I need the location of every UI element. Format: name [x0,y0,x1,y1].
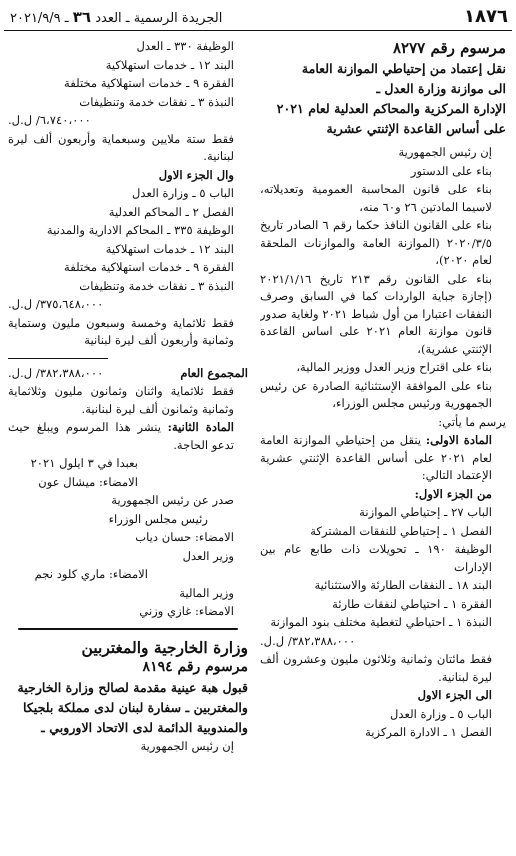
article-1-label: المادة الاولى: [425,433,493,447]
decree-subject-2: الى موازنة وزارة العدل ـ [376,81,506,96]
decree-2-subject-3: والمندوبية الدائمة لدى الاتحاد الاوروبي ـ [41,720,248,735]
article-1-text: ينقل من إحتياطي الموازنة العامة لعام ٢٠٢١ على أساس القاعدة الإثنتي عشرية الإعتماد التالي: [260,433,492,482]
alloc-line: الفقرة ٩ ـ خدمات استهلاكية مختلفة [64,260,234,274]
decree-title: مرسوم رقم ٨٢٧٧ [393,39,506,57]
alloc-line: البند ١٢ ـ خدمات استهلاكية [105,57,234,72]
left-column [8,38,248,852]
signature-justice: الامضاء: ماري كلود نجم [34,567,148,581]
alloc-line: النبذة ٣ ـ نفقات خدمة وتنظيفات [79,278,234,293]
amount-2-words: فقط ثلاثماية وخمسة وسبعون مليون وستماية وثمانية وأربعون ألف ليرة لبنانية [8,315,234,347]
total-amount: ٣٨٢،٣٨٨،٠٠٠/ ل.ل. [8,365,104,380]
decree-2-title: مرسوم رقم ٨١٩٤ [142,659,248,675]
preamble-approval: بناء على الموافقة الإستثنائية الصادرة عن رئيس الجمهورية ورئيس مجلس الوزراء، [260,378,492,410]
section-divider [8,625,248,633]
issued-by: صدر عن رئيس الجمهورية [111,493,234,507]
issue-number: ٣٦ [72,8,92,26]
alloc-line: الفصل ٢ ـ المحاكم العدلية [108,204,234,219]
ministry-heading: وزارة الخارجية والمغتربين [81,637,248,657]
to-line: الباب ٥ ـ وزارة العدل [389,706,492,721]
preamble-president: إن رئيس الجمهورية [398,145,492,159]
from-line: الفقرة ١ ـ احتياطي لنفقات طارئة [332,596,492,611]
preamble-proposal: بناء على اقتراح وزير العدل ووزير المالية، [296,360,492,374]
decree-subject-3: الإدارة المركزية والمحاكم العدلية لعام ٢٠٢١ [276,101,506,116]
article-2-text: ينشر هذا المرسوم ويبلغ حيث تدعو الحاجة. [8,420,234,452]
decree-2-subject-2: والمغتربين ـ سفارة لبنان لدى مملكة بلجيكا [23,700,248,715]
total-label: المجموع العام [180,365,248,380]
signing-date: بعبدا في ٣ ايلول ٢٠٢١ [30,456,138,470]
from-line: الفصل ١ ـ إحتياطي للنفقات المشتركة [310,523,492,538]
signature-president: الامضاء: ميشال عون [38,474,138,489]
article-1 [260,432,506,485]
alloc-line: البند ١٢ ـ خدمات استهلاكية [105,241,234,256]
from-amount-words: فقط مائتان وثمانية وثلاثون مليون وعشرون ألف ليرة لبنانية. [260,652,492,684]
from-line: النبذة ١ ـ احتياطي لتغطية مختلف بنود الموازنة [270,615,492,629]
pm-title: رئيس مجلس الوزراء [108,511,208,526]
alloc-line: الفقرة ٩ ـ خدمات استهلاكية مختلفة [64,76,234,90]
decree-subject-4: على أساس القاعدة الإثنتي عشرية [326,121,506,136]
gazette-heading [10,8,222,26]
signature-pm: الامضاء: حسان دياب [135,530,234,544]
alloc-line: الوظيفة ٣٣٠ ـ العدل [136,39,234,53]
preamble-law-213: بناء على القانون رقم ٢١٣ تاريخ ٢٠٢١/١/١٦ (إجازة جباية الواردات كما في السابق وصرف النفقات اعتبارا من أول شباط ٢٠٢١ ولغاية صدور قانون موازنة العام ٢٠٢١ على اساس القاعدة الإثنتي عشرية)، [260,271,492,356]
minister-justice-title: وزير العدل [182,548,234,563]
to-line: الفصل ١ ـ الادارة المركزية [365,725,492,739]
from-line: الباب ٢٧ ـ إحتياطي الموازنة [359,505,492,519]
signature-finance: الامضاء: غازي وزني [139,604,234,618]
decree-2-subject-1: قبول هبة عينية مقدمة لصالح وزارة الخارجية [17,680,248,695]
to-part-2-heading: وال الجزء الاول [158,167,234,182]
decree-subject-1: نقل إعتماد من إحتياطي الموازنة العامة [301,61,506,76]
amount-1: ٦،٧٤٠،٠٠٠/ ل.ل. [8,113,91,127]
alloc-line: الباب ٥ ـ وزارة العدل [131,186,234,200]
from-part-heading: من الجزء الاول: [414,486,492,501]
page-number: ١٨٧٦ [464,6,508,27]
amount-1-words: فقط ستة ملايين وسبعماية وأربعون ألف ليرة لبنانية. [8,131,234,163]
grand-total [8,365,248,383]
issue-date: ـ ٢٠٢١/٩/٩ [10,11,69,26]
alloc-line: الوظيفة ٣٣٥ ـ المحاكم الادارية والمدنية [46,223,234,237]
page-header [4,4,512,31]
preamble-constitution: بناء على الدستور [410,163,492,178]
right-column [260,38,506,852]
from-amount: ٣٨٢،٣٨٨،٠٠٠/ ل.ل. [260,633,356,648]
alloc-line: النبذة ٣ ـ نفقات خدمة وتنظيفات [79,94,234,109]
from-line: البند ١٨ ـ النفقات الطارئة والاستثنائية [314,578,492,592]
decrees-following: يرسم ما يأتي: [438,414,506,429]
from-line: الوظيفة ١٩٠ ـ تحويلات ذات طابع عام بين الإدارات [260,542,492,574]
divider [8,358,108,359]
amount-2: ٣٧٥،٦٤٨،٠٠٠/ ل.ل. [8,297,104,311]
to-part-heading: الى الجزء الاول [417,688,492,702]
article-2 [8,419,248,454]
article-2-label: المادة الثانية: [167,420,234,434]
decree-2-preamble: إن رئيس الجمهورية [140,739,234,753]
preamble-accounting-law: بناء على قانون المحاسبة العمومية وتعديلاته، لاسيما المادتين ٢٦ و٦٠ منه، [260,182,492,214]
preamble-law-6: بناء على القانون النافذ حكما رقم ٦ الصادر تاريخ ٢٠٢٠/٣/٥ (الموازنة العامة والموازنات الملحقة لعام ٢٠٢٠)، [260,218,492,267]
minister-finance-title: وزير المالية [179,585,234,600]
gazette-name: الجريدة الرسمية ـ العدد [95,11,223,26]
total-words: فقط ثلاثماية واثنان وثمانون مليون وثلاثماية وثمانية وثمانون ألف ليرة لبنانية. [8,384,234,416]
